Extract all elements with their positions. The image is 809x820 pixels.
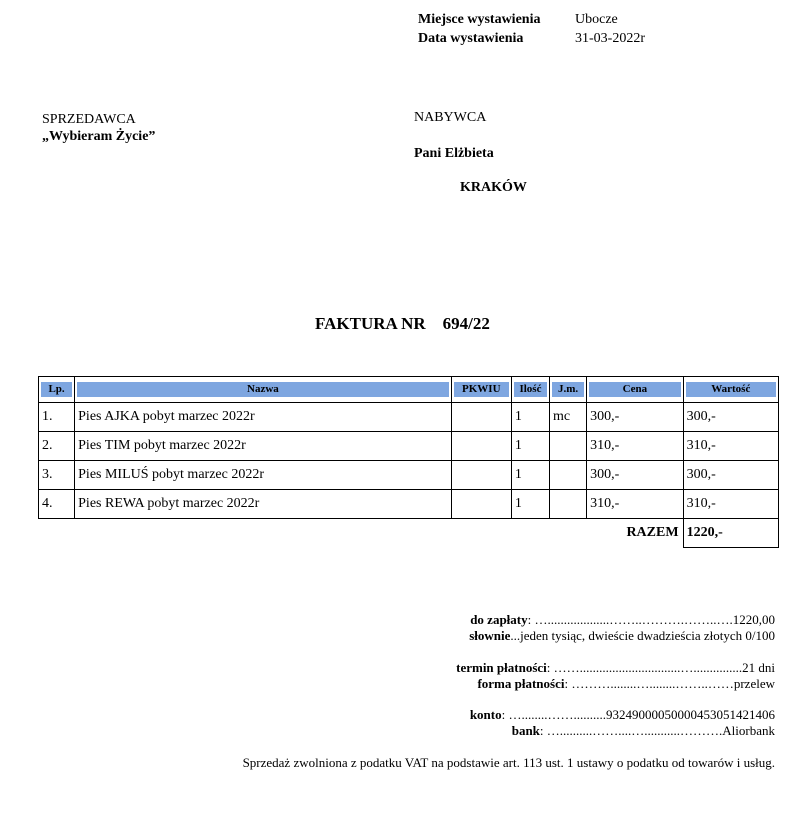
- cell-lp: 4.: [39, 490, 75, 519]
- cell-name: Pies AJKA pobyt marzec 2022r: [75, 403, 452, 432]
- bank-line: [512, 723, 775, 739]
- cell-value: 310,-: [683, 432, 778, 461]
- table-row: [39, 432, 779, 461]
- words-line: [469, 628, 775, 644]
- cell-price: 310,-: [587, 432, 683, 461]
- cell-name: Pies TIM pobyt marzec 2022r: [75, 432, 452, 461]
- cell-pkwiu: [451, 461, 511, 490]
- cell-value: 300,-: [683, 403, 778, 432]
- total-label: RAZEM: [626, 525, 679, 541]
- words-value: ...jeden tysiąc, dwieście dwadzieścia złotych 0/100: [510, 628, 775, 643]
- total-value: 1220,-: [683, 519, 778, 548]
- cell-qty: 1: [511, 461, 549, 490]
- place-label: Miejsce wystawienia: [418, 12, 541, 27]
- cell-name: Pies REWA pobyt marzec 2022r: [75, 490, 452, 519]
- term-line: [456, 660, 775, 676]
- items-table: [38, 376, 779, 548]
- col-wartosc: Wartość: [683, 377, 778, 403]
- col-nazwa: Nazwa: [75, 377, 452, 403]
- due-line: [470, 612, 775, 628]
- col-ilosc: Ilość: [511, 377, 549, 403]
- table-row: [39, 403, 779, 432]
- cell-qty: 1: [511, 403, 549, 432]
- cell-unit: [550, 432, 587, 461]
- col-lp: Lp.: [39, 377, 75, 403]
- form-label: forma płatności: [477, 676, 565, 691]
- total-row: [39, 519, 779, 548]
- cell-value: 300,-: [683, 461, 778, 490]
- vat-exemption-note: Sprzedaż zwolniona z podatku VAT na podstawie art. 113 ust. 1 ustawy o podatku od towarów i usług.: [242, 755, 775, 770]
- form-value: : ………........…........……..……przelew: [564, 676, 775, 691]
- buyer-name: Pani Elżbieta: [414, 146, 494, 161]
- cell-price: 300,-: [587, 403, 683, 432]
- seller-heading: SPRZEDAWCA: [42, 112, 136, 127]
- due-label: do zapłaty: [470, 612, 528, 627]
- cell-lp: 1.: [39, 403, 75, 432]
- cell-lp: 3.: [39, 461, 75, 490]
- cell-pkwiu: [451, 403, 511, 432]
- account-line: [470, 707, 775, 723]
- col-jm: J.m.: [550, 377, 587, 403]
- cell-unit: [550, 461, 587, 490]
- cell-qty: 1: [511, 432, 549, 461]
- cell-pkwiu: [451, 432, 511, 461]
- col-cena: Cena: [587, 377, 683, 403]
- bank-value: : …..........……....…...........……….Aliorbank: [539, 723, 775, 738]
- invoice-title: [315, 314, 490, 334]
- seller-name: „Wybieram Życie”: [42, 129, 156, 144]
- cell-name: Pies MILUŚ pobyt marzec 2022r: [75, 461, 452, 490]
- table-row: [39, 490, 779, 519]
- table-row: [39, 461, 779, 490]
- invoice-title-label: FAKTURA NR: [315, 314, 426, 333]
- cell-qty: 1: [511, 490, 549, 519]
- col-pkwiu: PKWIU: [451, 377, 511, 403]
- account-value: : …........……..........93249000050000453051421406: [501, 707, 775, 722]
- cell-price: 300,-: [587, 461, 683, 490]
- date-value: 31-03-2022r: [575, 31, 645, 46]
- buyer-city: KRAKÓW: [460, 180, 527, 195]
- cell-value: 310,-: [683, 490, 778, 519]
- words-label: słownie: [469, 628, 511, 643]
- term-label: termin płatności: [456, 660, 547, 675]
- form-line: [477, 676, 775, 692]
- buyer-heading: NABYWCA: [414, 110, 487, 125]
- date-label: Data wystawienia: [418, 31, 524, 46]
- cell-pkwiu: [451, 490, 511, 519]
- table-header-row: [39, 377, 779, 403]
- place-value: Ubocze: [575, 12, 618, 27]
- invoice-number: 694/22: [442, 314, 490, 333]
- bank-label: bank: [511, 723, 540, 738]
- account-label: konto: [469, 707, 502, 722]
- term-value: : ……...............................…...............21 dni: [546, 660, 775, 675]
- cell-unit: [550, 490, 587, 519]
- cell-unit: mc: [550, 403, 587, 432]
- cell-price: 310,-: [587, 490, 683, 519]
- due-value: : …...................……..……….……..….1220,00: [527, 612, 775, 627]
- cell-lp: 2.: [39, 432, 75, 461]
